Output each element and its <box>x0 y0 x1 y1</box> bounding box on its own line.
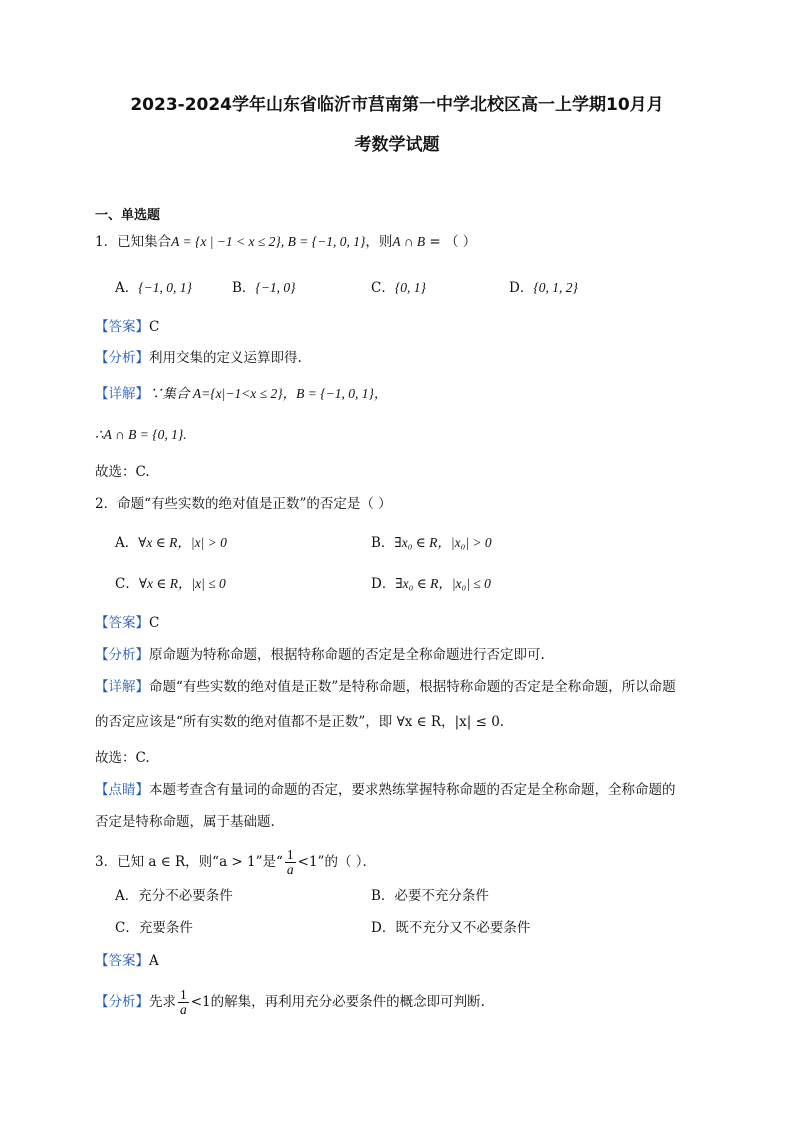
q2-comment: 【点睛】本题考查含有量词的命题的否定，要求熟练掌握特称命题的否定是全称命题，全称命题的 <box>95 782 676 798</box>
q3-option-a: A．充分不必要条件 <box>115 888 233 904</box>
q2-option-b: B．∃x₀ ∈ R，|x₀| > 0 <box>371 535 492 551</box>
document-title-line-1: 2023-2024学年山东省临沂市莒南第一中学北校区高一上学期10月月 <box>130 95 664 115</box>
q1-answer: 【答案】C <box>95 319 160 335</box>
q2-option-a: A．∀x ∈ R，|x| > 0 <box>115 535 227 551</box>
document-title-line-2: 考数学试题 <box>354 135 440 155</box>
q2-option-d: D．∃x₀ ∈ R，|x₀| ≤ 0 <box>371 576 491 592</box>
q1-choice: 故选：C. <box>95 464 150 480</box>
section-heading: 一、单选题 <box>95 208 161 223</box>
q2-detail-continued: 的否定应该是“所有实数的绝对值都不是正数”，即 ∀x ∈ R，|x| ≤ 0. <box>95 714 505 730</box>
q2-choice: 故选：C. <box>95 750 150 766</box>
q3-option-c: C．充要条件 <box>115 920 193 936</box>
q3-answer: 【答案】A <box>95 953 159 969</box>
q1-option-a: A．{−1, 0, 1} <box>115 280 192 296</box>
q3-analysis: 【分析】先求 $\frac{1}{a}$ <1的解集，再利用充分必要条件的概念即可判断. <box>95 987 485 1017</box>
q1-detail-conclusion: ∴A ∩ B = {0, 1}. <box>95 427 187 442</box>
q2-analysis: 【分析】原命题为特称命题，根据特称命题的否定是全称命题进行否定即可. <box>95 647 545 663</box>
q1-option-c: C．{0, 1} <box>371 280 426 296</box>
q1-option-d: D．{0, 1, 2} <box>509 280 578 296</box>
q3-fraction: $\frac{1}{a}$ <box>286 847 294 877</box>
question-1-stem: 1．已知集合A = {x | −1 < x ≤ 2}, B = {−1, 0, 1}，则A ∩ B = （ ） <box>95 234 477 250</box>
question-2-stem: 2．命题“有些实数的绝对值是正数”的否定是（ ） <box>95 496 392 512</box>
question-3-stem: 3．已知 a ∈ R，则“a > 1”是“ $\frac{1}{a}$ <1”的（ ）． <box>95 847 376 877</box>
q2-comment-continued: 否定是特称命题，属于基础题. <box>95 814 275 830</box>
q2-option-c: C．∀x ∈ R，|x| ≤ 0 <box>115 576 226 592</box>
q2-answer: 【答案】C <box>95 615 160 631</box>
q2-detail: 【详解】命题“有些实数的绝对值是正数”是特称命题，根据特称命题的否定是全称命题，所以命题 <box>95 679 676 695</box>
q1-analysis: 【分析】利用交集的定义运算即得. <box>95 350 302 366</box>
q1-option-b: B．{−1, 0} <box>232 280 296 296</box>
q3-analysis-fraction: $\frac{1}{a}$ <box>180 987 187 1017</box>
q3-option-b: B．必要不充分条件 <box>371 888 489 904</box>
q1-detail: 【详解】∵集合 A={x|−1<x ≤ 2}，B = {−1, 0, 1}， <box>95 386 388 402</box>
q3-option-d: D．既不充分又不必要条件 <box>371 920 531 936</box>
